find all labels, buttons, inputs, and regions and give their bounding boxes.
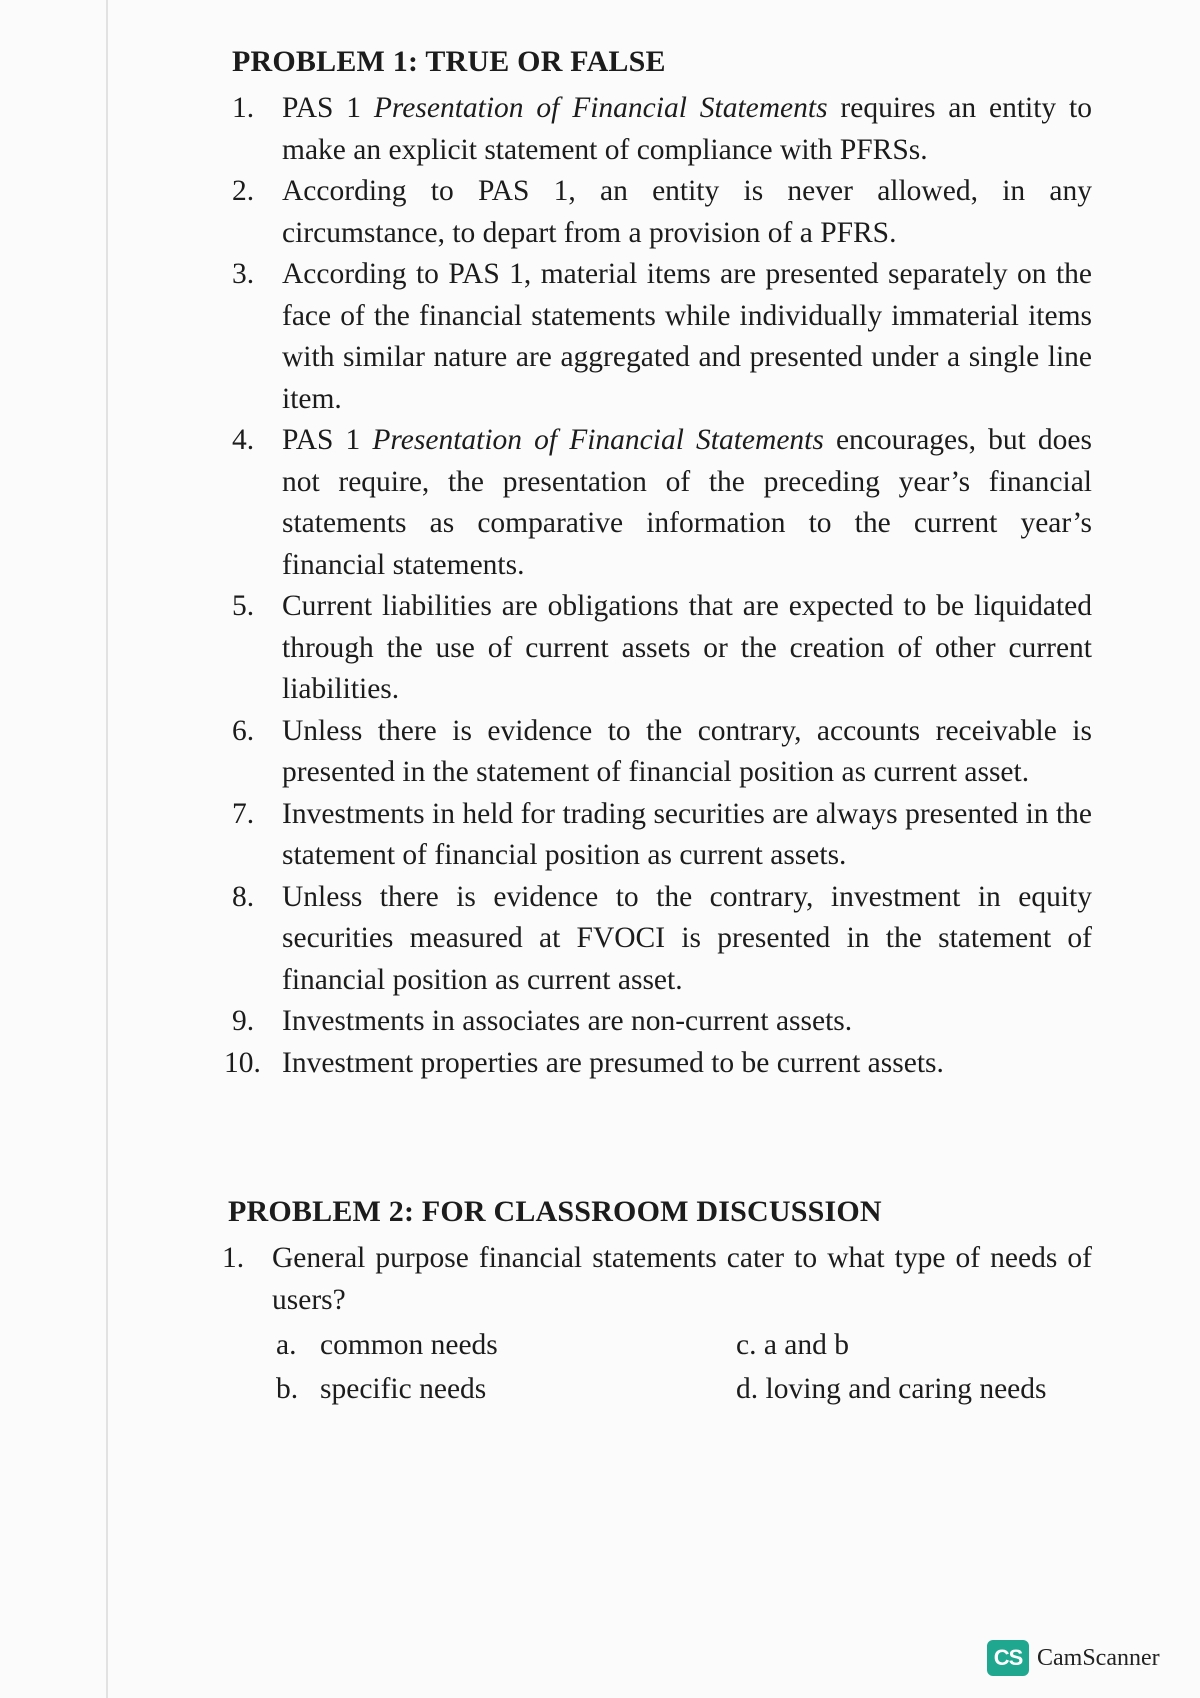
- item-number: 6.: [232, 714, 255, 747]
- choice-text: common needs: [320, 1329, 498, 1361]
- item-text: Investments in held for trading securities are always presented in the statement of financial position as current assets.: [282, 797, 1092, 871]
- list-item: [232, 1001, 1092, 1043]
- list-item: [232, 586, 1092, 711]
- choice-letter: a.: [276, 1329, 297, 1361]
- choice-text: specific needs: [320, 1373, 487, 1405]
- list-item: [232, 171, 1092, 254]
- list-item: [232, 88, 1092, 171]
- list-item: [232, 420, 1092, 586]
- page-edge-line: [106, 0, 108, 1698]
- list-item: [232, 794, 1092, 877]
- choice-a: [276, 1323, 498, 1367]
- choice-d: [736, 1367, 1047, 1411]
- item-text: Unless there is evidence to the contrary, investment in equity securities measured at FVOCI is presented in the statement of financial position as current asset.: [282, 880, 1092, 996]
- item-number: 7.: [232, 797, 255, 830]
- item-text: General purpose financial statements cater to what type of needs of users?: [272, 1242, 1092, 1316]
- list-item: [232, 254, 1092, 420]
- document-body: [222, 42, 1092, 1423]
- camscanner-text: CamScanner: [1037, 1644, 1160, 1671]
- item-text: According to PAS 1, an entity is never allowed, in any circumstance, to depart from a provision of a PFRS.: [282, 175, 1092, 249]
- item-number: 3.: [232, 258, 255, 290]
- item-text: Current liabilities are obligations that are expected to be liquidated through the use of current assets or the creation of other current liabilities.: [282, 590, 1092, 705]
- choice-c: [736, 1323, 849, 1367]
- item-text: Unless there is evidence to the contrary, accounts receivable is presented in the statement of financial position as current asset.: [282, 714, 1092, 788]
- item-emphasis: Presentation of Financial Statements: [373, 92, 828, 124]
- camscanner-logo-icon: CS: [987, 1640, 1029, 1676]
- item-text: PAS 1: [282, 92, 374, 124]
- item-text: Investments in associates are non-current assets.: [282, 1005, 853, 1037]
- choice-text: c. a and b: [736, 1329, 850, 1361]
- item-text: Investment properties are presumed to be current assets.: [282, 1046, 944, 1079]
- item-number: 9.: [232, 1005, 255, 1037]
- problem2-heading: PROBLEM 2: FOR CLASSROOM DISCUSSION: [228, 1195, 882, 1228]
- list-item: [232, 877, 1092, 1002]
- item-number: 4.: [232, 424, 255, 456]
- list-item: [224, 1043, 1092, 1085]
- item-number: 2.: [232, 175, 255, 207]
- choice-letter: b.: [276, 1373, 299, 1405]
- item-number: 8.: [232, 880, 255, 913]
- item-text: PAS 1: [282, 424, 373, 456]
- list-item: [232, 711, 1092, 794]
- problem1-list: [224, 88, 1092, 1084]
- problem2-list: [222, 1238, 1092, 1321]
- item-number: 10.: [224, 1046, 261, 1079]
- problem1-heading: PROBLEM 1: TRUE OR FALSE: [232, 45, 666, 78]
- list-item: [222, 1238, 1092, 1321]
- choice-b: [276, 1367, 486, 1411]
- item-number: 1.: [232, 92, 255, 124]
- item-number: 5.: [232, 590, 255, 622]
- choice-text: d. loving and caring needs: [736, 1373, 1047, 1405]
- item-number: 1.: [222, 1242, 245, 1274]
- item-emphasis: Presentation of Financial Statements: [372, 424, 824, 456]
- answer-choices: [276, 1323, 1092, 1423]
- camscanner-watermark: [987, 1640, 1160, 1676]
- item-text: According to PAS 1, material items are presented separately on the face of the financial statements while individually immaterial items with similar nature are aggregated and presented under a single line item.: [282, 258, 1092, 415]
- item-text: encourages, but does not require, the presentation of the preceding year’s financial statements as comparative information to the current year’s financial statements.: [282, 424, 1092, 581]
- item-text: requires an entity to make an explicit statement of compliance with PFRSs.: [282, 92, 1092, 166]
